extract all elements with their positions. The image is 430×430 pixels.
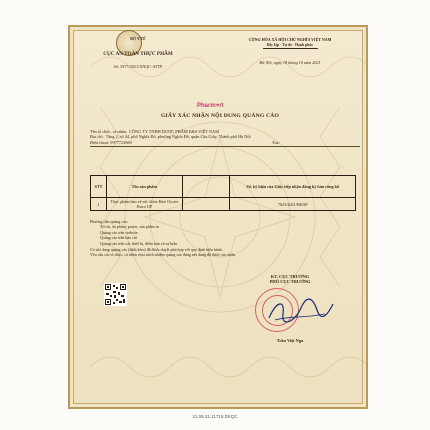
info-divider xyxy=(90,146,360,147)
header-stt: STT xyxy=(91,176,107,198)
cell-product-name: Thực phẩm bảo vệ sức khỏe Hair Oyster Extra UP xyxy=(106,198,182,211)
org-address-row xyxy=(90,134,360,139)
organization-info xyxy=(90,129,360,147)
table-header-row xyxy=(91,176,356,198)
org-address-label: Địa chỉ: xyxy=(90,134,104,139)
header-product-name: Tên sản phẩm xyxy=(106,176,182,198)
header-blank xyxy=(182,176,230,198)
signature-title-line1: KT. CỤC TRƯỞNG xyxy=(270,274,310,279)
handwritten-signature-icon xyxy=(265,294,335,326)
org-fax xyxy=(272,140,280,145)
cell-certificate-number: 7623/2021/ĐKSP xyxy=(230,198,356,211)
signature-block xyxy=(235,274,345,343)
org-phone xyxy=(90,140,132,145)
list-item: Quảng cáo trên báo chí xyxy=(100,235,138,241)
heart-icon: ♥ xyxy=(215,103,220,109)
org-phone-label: Điện thoại: xyxy=(90,140,110,145)
place-date: Hà Nội, ngày 18 tháng 10 năm 2021 xyxy=(259,59,321,65)
org-name-label: Tên tổ chức, cá nhân: xyxy=(90,129,128,134)
table-row xyxy=(91,198,356,211)
header-certificate-number: Số, ký hiệu của Giấy tiếp nhận đăng ký bản công bố xyxy=(230,176,356,198)
list-item: Quảng cáo trên website xyxy=(100,229,138,235)
list-item: Quảng cáo trên các thiết bị, điểm bán và sự kiện xyxy=(100,240,178,246)
document-title: GIẤY XÁC NHẬN NỘI DUNG QUẢNG CÁO xyxy=(160,113,280,119)
org-phone-value: 0977722669 xyxy=(110,140,132,145)
header-left xyxy=(78,37,198,69)
ministry-name: BỘ Y TẾ xyxy=(130,37,146,41)
product-table xyxy=(90,175,356,211)
cell-blank xyxy=(182,198,230,211)
org-address-value: Tầng 2, số 44, phố Nghĩa Đô, phường Nghĩa Đô, quận Cầu Giấy, Thành phố Hà Nội xyxy=(105,134,251,139)
logo-text-a: Pharm xyxy=(197,103,216,109)
list-item: Tờ rơi, ấn phẩm, poster, sản phẩm in xyxy=(100,224,159,230)
note-responsibility: Yêu cầu các tổ chức, cá nhân chịu trách nhiệm quảng cáo đúng nội dung đã được xác nhận. xyxy=(90,252,237,258)
org-name-value: CÔNG TY TNHH DƯỢC PHẨM E&S VIỆT NAM xyxy=(129,129,219,134)
header-right xyxy=(220,37,360,65)
logo-text-b: rt xyxy=(219,103,224,109)
national-motto: Độc lập - Tự do - Hạnh phúc xyxy=(266,43,314,47)
advertising-forms xyxy=(90,219,350,258)
footer-code: 21.08.31.11719.DKQC xyxy=(192,414,238,419)
qr-code-icon xyxy=(104,283,127,306)
cell-stt: 1 xyxy=(91,198,107,211)
signature-title-line2: PHÓ CỤC TRƯỞNG xyxy=(269,279,311,284)
motto-underline xyxy=(263,48,318,49)
agency-name: CỤC AN TOÀN THỰC PHẨM xyxy=(103,51,173,57)
org-phone-row xyxy=(90,140,280,145)
certificate-document xyxy=(68,25,368,409)
note-approval: Có nội dung quảng cáo (đính kèm) đã được duyệt phù hợp với quy định hiện hành. xyxy=(90,247,223,253)
signer-name: Trần Việt Nga xyxy=(276,338,304,343)
republic-title: CỘNG HÒA XÃ HỘI CHỦ NGHĨA VIỆT NAM xyxy=(248,37,332,42)
forms-heading: Phương tiện quảng cáo: xyxy=(90,219,128,224)
pharmart-logo xyxy=(197,103,224,109)
org-fax-label: Fax: xyxy=(272,140,280,145)
watermark-emblem xyxy=(70,27,368,409)
document-number: Số: 3977/2021/XNQC-ATTP xyxy=(113,64,163,69)
